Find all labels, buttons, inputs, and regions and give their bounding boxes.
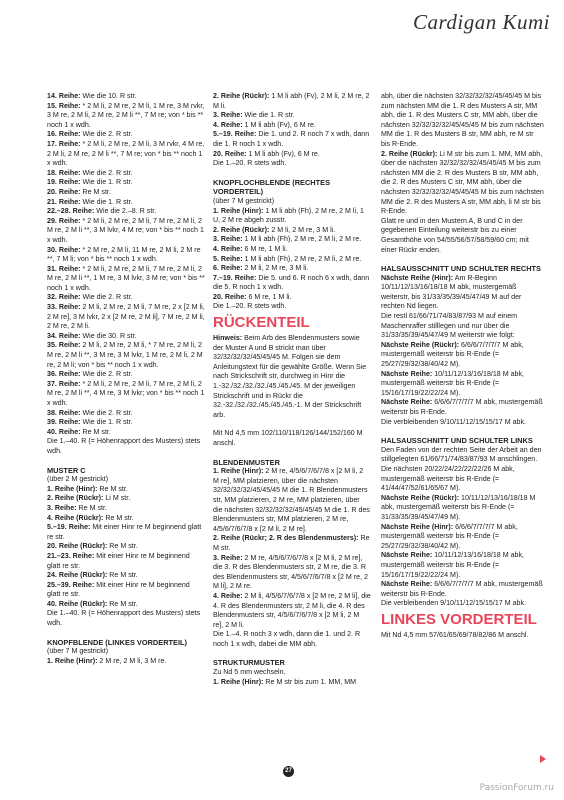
instruction-row bbox=[47, 485, 205, 495]
instruction-row bbox=[213, 429, 371, 448]
instruction-row bbox=[47, 600, 205, 610]
instruction-row bbox=[47, 178, 205, 188]
row-text: 1 M li abh (Fv), 6 M re. bbox=[246, 149, 320, 158]
row-label: 2. Reihe (Rückr): bbox=[381, 149, 438, 158]
section-heading: MUSTER C bbox=[47, 465, 86, 475]
row-text: Zu Nd 5 mm wechseln. bbox=[213, 668, 286, 677]
row-text: Die verbleibenden 9/10/11/12/15/15/17 M abk. bbox=[381, 417, 526, 426]
row-label: 34. Reihe: bbox=[47, 331, 81, 340]
instruction-row bbox=[213, 534, 371, 553]
row-text: Den Faden von der rechten Seite der Arbeit an den stillgelegten 61/66/71/74/83/87/93 M anschlingen. Die nächsten 20/22/24/22/22/22/26 M abk, mustergemäß weiterstr bis R-Ende (= 41/44/47/52/61/65/67 M). bbox=[381, 445, 542, 493]
section-heading: HALSAUSSCHNITT UND SCHULTER LINKS bbox=[381, 436, 533, 446]
instruction-row bbox=[47, 102, 205, 131]
row-label: 25.–39. Reihe: bbox=[47, 580, 95, 589]
row-label: 3. Reihe: bbox=[213, 111, 243, 120]
row-label: Nächste Reihe: bbox=[381, 398, 433, 407]
row-text: * 2 M li, 2 M re, 2 M li, 7 M re, 2 M li, 2 M re, 2 M li **, 4 M re, 3 M lvkr; von * bis ** noch 1 x wdh. bbox=[47, 379, 205, 407]
row-text: Re M str. bbox=[80, 187, 111, 196]
instruction-row bbox=[213, 678, 371, 688]
row-text: 2 M li, 2 M re, 2 M li, 7 M re, 2 x [2 M li, 2 M re], 3 M lvkr, 2 x [2 M re, 2 M li], 7 M re, 2 M li, 2 M re, 2 M li. bbox=[47, 303, 205, 331]
row-label: 2. Reihe (Rückr): bbox=[47, 494, 104, 503]
instruction-row bbox=[47, 265, 205, 294]
instruction-row bbox=[381, 599, 544, 609]
row-label: 1. Reihe (Hinr): bbox=[47, 484, 98, 493]
row-label: 31. Reihe: bbox=[47, 264, 81, 273]
instruction-row bbox=[381, 217, 544, 255]
row-text: * 2 M re, 2 M li, 11 M re, 2 M li, 2 M re **, 7 M li; von * bis ** noch 1 x wdh. bbox=[47, 245, 201, 264]
row-text: 2 M re, 2 M li, 3 M re. bbox=[97, 656, 167, 665]
row-label: 7.–19. Reihe: bbox=[213, 273, 257, 282]
row-label: 5. Reihe: bbox=[213, 254, 243, 263]
instruction-row bbox=[213, 302, 371, 312]
row-text: Wie die 1. R str. bbox=[80, 418, 133, 427]
row-text: 1 M li abh (Fh), 2 M re, 2 M li, 2 M re. bbox=[242, 235, 362, 244]
row-label: 5.–19. Reihe: bbox=[47, 523, 91, 532]
paragraph-gap bbox=[47, 457, 205, 466]
row-text: Die restl 61/66/71/74/83/87/93 M auf einem Maschenraffer stilllegen und nur über die 31/33/35/39/45/47/49 M weiterstr wie folgt: bbox=[381, 312, 518, 340]
instruction-row bbox=[47, 494, 205, 504]
row-text: 2 M re, 4/5/6/7/6/7/8 x [2 M li, 2 M re], MM platzieren, über die nächsten 32/32/32/32/45/45/45 M die 1. R Blendenmusters str, MM platzieren, 2 M re, MM platzieren, über die nächsten 32/32/32/32/45/45/45 M die 1. R des Blendenmusters str, MM platzieren, 2 M re, 4/5/6/7/6/7/8 x [2 M li, 2 M re]. bbox=[213, 467, 370, 533]
row-label: Hinweis: bbox=[213, 334, 243, 343]
row-label: 20. Reihe: bbox=[213, 149, 247, 158]
instruction-row bbox=[381, 446, 544, 494]
text-column-2 bbox=[213, 92, 371, 687]
instruction-row bbox=[47, 475, 205, 485]
instruction-row bbox=[47, 437, 205, 456]
row-text: Mit einer Hinr re M beginnend glatt re str. bbox=[47, 580, 190, 599]
row-text: 10/11/12/13/16/18/18 M abk, mustergemäß weiterstr bis R-Ende (= 15/16/17/19/22/22/24 M). bbox=[381, 551, 525, 579]
paragraph-gap bbox=[213, 649, 371, 658]
instruction-row bbox=[47, 217, 205, 246]
instruction-row bbox=[47, 332, 205, 342]
row-text: 6 M re, 1 M li. bbox=[242, 244, 288, 253]
instruction-row bbox=[213, 255, 371, 265]
row-text: 1 M li abh (Fh), 2 M re, 2 M li, 2 M re. bbox=[242, 254, 362, 263]
instruction-row bbox=[381, 92, 544, 150]
row-label: Nächste Reihe (Rückr): bbox=[381, 340, 460, 349]
row-text: Wie die 1. R str. bbox=[242, 111, 295, 120]
instruction-row bbox=[381, 523, 544, 552]
row-text: (über 7 M gestrickt) bbox=[213, 196, 275, 205]
row-label: 17. Reihe: bbox=[47, 139, 81, 148]
row-text: Die 1.–4. R noch 3 x wdh, dann die 1. und 2. R noch 1 x wdh, dabei die MM abh. bbox=[213, 630, 361, 648]
row-text: Re M str. bbox=[103, 513, 134, 522]
instruction-row bbox=[47, 140, 205, 169]
instruction-row bbox=[47, 92, 205, 102]
row-label: 2. Reihe (Rückr; 2. R des Blendenmusters): bbox=[213, 534, 359, 543]
instruction-row bbox=[213, 592, 371, 630]
row-label: 16. Reihe: bbox=[47, 130, 81, 139]
row-label: 32. Reihe: bbox=[47, 293, 81, 302]
part-heading: RÜCKENTEIL bbox=[213, 314, 310, 332]
instruction-row bbox=[47, 188, 205, 198]
row-label: 35. Reihe: bbox=[47, 341, 81, 350]
instruction-row bbox=[47, 246, 205, 265]
text-column-1 bbox=[47, 92, 205, 666]
row-label: 1. Reihe (Hinr): bbox=[47, 656, 98, 665]
paragraph-gap bbox=[381, 255, 544, 264]
instruction-row bbox=[47, 409, 205, 419]
row-text: Wie die 10. R str. bbox=[80, 92, 137, 100]
row-text: Die 1.–20. R stets wdh. bbox=[213, 159, 287, 168]
row-text: Re M str. bbox=[107, 571, 138, 580]
row-label: 14. Reihe: bbox=[47, 92, 81, 100]
instruction-row bbox=[47, 657, 205, 667]
row-text: Wie die 1. R str. bbox=[80, 197, 133, 206]
part-heading: LINKES VORDERTEIL bbox=[381, 610, 537, 628]
instruction-row bbox=[213, 245, 371, 255]
row-label: 30. Reihe: bbox=[47, 245, 81, 254]
row-text: Die 1. und 2. R noch 7 x wdh, dann die 1. R noch 1 x wdh. bbox=[213, 130, 370, 148]
row-text: abh, über die nächsten 32/32/32/32/45/45/45 M bis zum nächsten MM die 1. R des Musters A str, MM abh, die 1. R des Musters C str, MM abh, über die nächsten 32/32/32/32/45/45/45 M bis zum nächsten MM die 1. R des Musters B str, MM abh, re M str bis R-Ende. bbox=[381, 92, 544, 148]
row-label: 37. Reihe: bbox=[47, 379, 81, 388]
row-text: Wie die 2. R str. bbox=[80, 370, 133, 379]
paragraph-gap bbox=[213, 449, 371, 458]
instruction-row bbox=[381, 370, 544, 399]
instruction-row bbox=[47, 303, 205, 332]
row-label: 5.–19. Reihe: bbox=[213, 130, 257, 139]
section-heading: BLENDENMUSTER bbox=[213, 457, 280, 467]
row-text: 10/11/12/13/16/18/18 M abk, mustergemäß weiterstr bis R-Ende (= 31/33/35/39/45/47/49 M). bbox=[381, 493, 536, 521]
row-text: 6 M re, 1 M li. bbox=[246, 292, 292, 301]
row-text: Mit Nd 4,5 mm 57/61/65/69/78/82/86 M anschl. bbox=[381, 630, 529, 639]
row-label: 3. Reihe: bbox=[47, 503, 77, 512]
instruction-row bbox=[47, 647, 205, 657]
instruction-row bbox=[381, 551, 544, 580]
instruction-row bbox=[213, 334, 371, 420]
section-heading: HALSAUSSCHNITT UND SCHULTER RECHTS bbox=[381, 264, 541, 274]
row-text: Re M str. bbox=[213, 534, 370, 552]
row-text: * 2 M li, 2 M re, 2 M li, 7 M re, 2 M li, 2 M re, 2 M li **, 1 M re, 3 M lvkr, 3 M re; von * bis ** noch 1 x wdh. bbox=[47, 264, 205, 292]
instruction-row bbox=[381, 631, 544, 641]
row-label: 6. Reihe: bbox=[213, 264, 243, 273]
row-text: Die 1.–40. R (= Höhenrapport des Musters) stets wdh. bbox=[47, 609, 201, 628]
text-column-3 bbox=[381, 92, 544, 640]
row-text: 6/6/6/7/7/7/7 M abk, mustergemäß weiterstr bis R-Ende. bbox=[381, 580, 543, 598]
instruction-row bbox=[213, 264, 371, 274]
instruction-row bbox=[213, 150, 371, 160]
row-label: 29. Reihe: bbox=[47, 216, 81, 225]
instruction-row bbox=[47, 504, 205, 514]
instruction-row bbox=[381, 418, 544, 428]
row-text: Die 1.–40. R (= Höhenrapport des Musters) stets wdh. bbox=[47, 437, 201, 455]
instruction-row bbox=[47, 609, 205, 628]
instruction-row bbox=[47, 130, 205, 140]
row-text: Re M str. bbox=[107, 599, 138, 608]
row-label: Nächste Reihe: bbox=[381, 580, 433, 589]
row-label: 19. Reihe: bbox=[47, 178, 81, 187]
instruction-row bbox=[213, 226, 371, 236]
row-text: Li M str. bbox=[103, 494, 131, 503]
instruction-row bbox=[381, 312, 544, 341]
instruction-row bbox=[47, 418, 205, 428]
row-text: Wie die 30. R str. bbox=[80, 331, 137, 340]
row-text: Die 1.–20. R stets wdh. bbox=[213, 302, 287, 311]
instruction-row bbox=[47, 380, 205, 409]
row-label: 20. Reihe: bbox=[213, 292, 247, 301]
row-text: 1 M li abh (Fv), 6 M re. bbox=[242, 120, 316, 129]
row-label: 18. Reihe: bbox=[47, 168, 81, 177]
row-text: 6/6/6/7/7/7/7 M abk, mustergemäß weiterstr bis R-Ende (= 25/27/29/32/38/40/42 M). bbox=[381, 522, 518, 550]
row-text: Re M str. bbox=[107, 542, 138, 551]
row-label: 4. Reihe: bbox=[213, 244, 243, 253]
row-label: 20. Reihe: bbox=[47, 187, 81, 196]
row-label: 15. Reihe: bbox=[47, 101, 81, 110]
row-text: Re M str bis zum 1. MM, MM bbox=[263, 677, 357, 686]
row-text: Beim Arb des Blendenmusters sowie der Muster A und B strickt man über 32/32/32/32/45/45/45 M. Folgen sie dem Anleitungstext für die gewählte Größe. Wenn Sie nach Strickschrift str, durchweg in Hinr die 1.-32./32./32./32./45./45./45. M der jeweiligen Strickschrift und in Rückr die 32.-32./32./32./45./45./45.-1. M der Strickschrift arb. bbox=[213, 334, 367, 419]
instruction-row bbox=[213, 130, 371, 149]
instruction-row bbox=[47, 514, 205, 524]
row-label: 20. Reihe (Rückr): bbox=[47, 542, 108, 551]
instruction-row bbox=[213, 554, 371, 592]
instruction-row bbox=[213, 197, 371, 207]
instruction-row bbox=[381, 150, 544, 217]
row-label: 4. Reihe: bbox=[213, 591, 243, 600]
paragraph-gap bbox=[213, 169, 371, 178]
page-header-title: Cardigan Kumi bbox=[413, 10, 550, 34]
section-heading: KNOPFBLENDE (LINKES VORDERTEIL) bbox=[47, 637, 188, 647]
instruction-row bbox=[213, 467, 371, 534]
row-text: * 2 M li, 2 M re, 2 M li, 3 M rvkr, 4 M re, 2 M li, 2 M re, 2 M li **, 7 M re; von * bis ** noch 1 x wdh. bbox=[47, 139, 205, 168]
row-label: 1. Reihe (Hinr): bbox=[213, 467, 264, 476]
instruction-row bbox=[213, 207, 371, 226]
instruction-row bbox=[47, 207, 205, 217]
row-label: 4. Reihe (Rückr): bbox=[47, 513, 104, 522]
row-text: 10/11/12/13/16/18/18 M abk, mustergemäß weiterstr bis R-Ende (= 15/16/17/19/22/22/24 M). bbox=[381, 369, 525, 397]
row-text: 2 M li, 2 M re, 3 M li. bbox=[242, 264, 309, 273]
row-label: Nächste Reihe: bbox=[381, 551, 433, 560]
row-text: Re M str. bbox=[76, 503, 107, 512]
section-heading: KNOPFLOCHBLENDE (RECHTES VORDERTEIL) bbox=[213, 177, 331, 197]
instruction-row bbox=[47, 542, 205, 552]
paragraph-gap bbox=[381, 427, 544, 436]
row-label: 21. Reihe: bbox=[47, 197, 81, 206]
row-text: * 2 M li, 2 M re, 2 M li, 1 M re, 3 M rvkr, 3 M re, 2 M li, 2 M re, 2 M li **, 7 M re; von * bis ** noch 1 x wdh. bbox=[47, 101, 205, 129]
row-text: Mit einer Hinr re M beginnend glatt re str. bbox=[47, 523, 202, 541]
row-text: Re M str. bbox=[97, 484, 128, 493]
instruction-row bbox=[213, 235, 371, 245]
row-text: Wie die 2. R str. bbox=[80, 293, 133, 302]
instruction-row bbox=[381, 341, 544, 370]
row-text: 2 M re, 4/5/6/7/6/7/8 x [2 M li, 2 M re], die 3. R des Blendenmusters str, 2 M re, die 3. R des Blendenmusters str, 4/5/6/7/6/7/8 x [2 M re, 2 M li], 2 M re. bbox=[213, 553, 368, 591]
row-label: 3. Reihe: bbox=[213, 553, 243, 562]
row-label: 33. Reihe: bbox=[47, 303, 81, 312]
page-number: 27 bbox=[283, 766, 294, 777]
row-text: Am R-Beginn 10/11/12/13/16/18/18 M abk, mustergemäß weiterstr, bis 31/33/35/39/45/47/49 M auf der rechten Nd liegen. bbox=[381, 273, 522, 311]
continue-arrow-icon bbox=[540, 755, 546, 763]
row-label: 40. Reihe (Rückr): bbox=[47, 599, 108, 608]
instruction-row bbox=[213, 92, 371, 111]
row-label: 1. Reihe (Hinr): bbox=[213, 677, 264, 686]
instruction-row bbox=[213, 274, 371, 293]
row-label: 3. Reihe: bbox=[213, 235, 243, 244]
row-text: (über 2 M gestrickt) bbox=[47, 475, 109, 484]
instruction-row bbox=[47, 293, 205, 303]
row-text: 1 M li abh (Fh), 2 M re, 2 M li, 1 U, 2 M re abgeh zusstr. bbox=[213, 206, 364, 225]
row-text: Wie die 2. R str. bbox=[80, 408, 133, 417]
row-label: 38. Reihe: bbox=[47, 408, 81, 417]
row-text: Glatt re und in den Mustern A, B und C in der gegebenen Einteilung weiterstr bis zu einer Gesamthöhe von 54/55/56/57/58/59/60 cm; mit einer Rückr enden. bbox=[381, 216, 529, 254]
row-text: 2 M li, 2 M re, 2 M li, * 7 M re, 2 M li, 2 M re, 2 M li **, 3 M re, 3 M lvkr, 1 M re, 2 M li, 2 M re, 2 M li; von * bis ** noch 1 x wdh. bbox=[47, 341, 203, 369]
row-label: 40. Reihe: bbox=[47, 427, 81, 436]
row-label: 21.–23. Reihe: bbox=[47, 551, 95, 560]
instruction-row bbox=[47, 581, 205, 600]
instruction-row bbox=[47, 169, 205, 179]
row-label: Nächste Reihe (Hinr): bbox=[381, 522, 454, 531]
instruction-row bbox=[47, 552, 205, 571]
paragraph-gap bbox=[213, 420, 371, 429]
instruction-row bbox=[47, 198, 205, 208]
row-label: 2. Reihe (Rückr): bbox=[213, 92, 270, 100]
row-text: Wie die 2. R str. bbox=[80, 168, 133, 177]
instruction-row bbox=[213, 121, 371, 131]
row-text: Wie die 1. R str. bbox=[80, 178, 133, 187]
row-text: 1 M li abh (Fv), 2 M li, 2 M re, 2 M li. bbox=[213, 92, 370, 110]
row-text: 6/6/6/7/7/7/7 M abk, mustergemäß weiterstr bis R-Ende. bbox=[381, 398, 543, 416]
row-text: 6/6/6/7/7/7/7 M abk, mustergemäß weiterstr bis R-Ende (= 25/27/29/32/38/40/42 M). bbox=[381, 340, 524, 369]
instruction-row bbox=[213, 293, 371, 303]
instruction-row bbox=[47, 341, 205, 370]
instruction-row bbox=[47, 523, 205, 542]
instruction-row bbox=[47, 428, 205, 438]
row-text: Mit einer Hinr re M beginnend glatt re str. bbox=[47, 551, 190, 570]
row-label: Nächste Reihe (Hinr): bbox=[381, 273, 454, 282]
instruction-row bbox=[381, 398, 544, 417]
row-text: Wie die 2.–8. R str. bbox=[94, 207, 157, 216]
row-text: 2 M li, 2 M re, 3 M li. bbox=[269, 225, 336, 234]
row-text: * 2 M li, 2 M re, 2 M li, 7 M re, 2 M li, 2 M re, 2 M li **, 3 M lvkr, 4 M re; von * bis ** noch 1 x wdh. bbox=[47, 216, 204, 244]
row-text: Wie die 2. R str. bbox=[80, 130, 133, 139]
instruction-row bbox=[213, 668, 371, 678]
row-text: Re M str. bbox=[80, 427, 111, 436]
paragraph-gap bbox=[47, 629, 205, 638]
instruction-row bbox=[47, 571, 205, 581]
instruction-row bbox=[213, 159, 371, 169]
row-label: 22.–28. Reihe: bbox=[47, 207, 95, 216]
instruction-row bbox=[381, 494, 544, 523]
row-label: Nächste Reihe (Rückr): bbox=[381, 493, 460, 502]
row-label: Nächste Reihe: bbox=[381, 369, 433, 378]
instruction-row bbox=[213, 630, 371, 649]
row-label: 1. Reihe (Hinr): bbox=[213, 206, 264, 215]
section-heading: STRUKTURMUSTER bbox=[213, 658, 285, 668]
instruction-row bbox=[381, 580, 544, 599]
row-text: 2 M li, 4/5/6/7/6/7/8 x [2 M re, 2 M li], die 4. R des Blendenmusters str, 2 M li, die 4. R des Blendenmusters str, 4/5/6/7/6/7/8 x [2 M li, 2 M re], 2 M li. bbox=[213, 591, 371, 629]
instruction-row bbox=[381, 274, 544, 312]
row-text: Li M str bis zum 1. MM, MM abh, über die nächsten 32/32/32/32/45/45/45 M bis zum nächsten MM die 2. R des Musters B str, MM abh, die 2. R des Musters C str, MM abh, über die nächsten 32/32/32/32/45/45/45 M bis zum nächsten MM die 2. R des Musters A str, MM abh, li M str bis R-Ende. bbox=[381, 149, 544, 216]
row-label: 39. Reihe: bbox=[47, 418, 81, 427]
row-label: 36. Reihe: bbox=[47, 370, 81, 379]
row-text: Mit Nd 4,5 mm 102/110/118/126/144/152/160 M anschl. bbox=[213, 429, 363, 447]
row-text: Die 5. und 6. R noch 6 x wdh, dann die 5. R noch 1 x wdh. bbox=[213, 273, 370, 292]
row-label: 24. Reihe (Rückr): bbox=[47, 571, 108, 580]
instruction-row bbox=[47, 370, 205, 380]
watermark: PassionForum.ru bbox=[479, 783, 554, 793]
row-text: (über 7 M gestrickt) bbox=[47, 647, 109, 656]
row-text: Die verbleibenden 9/10/11/12/15/15/17 M abk. bbox=[381, 599, 526, 608]
instruction-row bbox=[213, 111, 371, 121]
row-label: 2. Reihe (Rückr): bbox=[213, 225, 270, 234]
row-label: 4. Reihe: bbox=[213, 120, 243, 129]
